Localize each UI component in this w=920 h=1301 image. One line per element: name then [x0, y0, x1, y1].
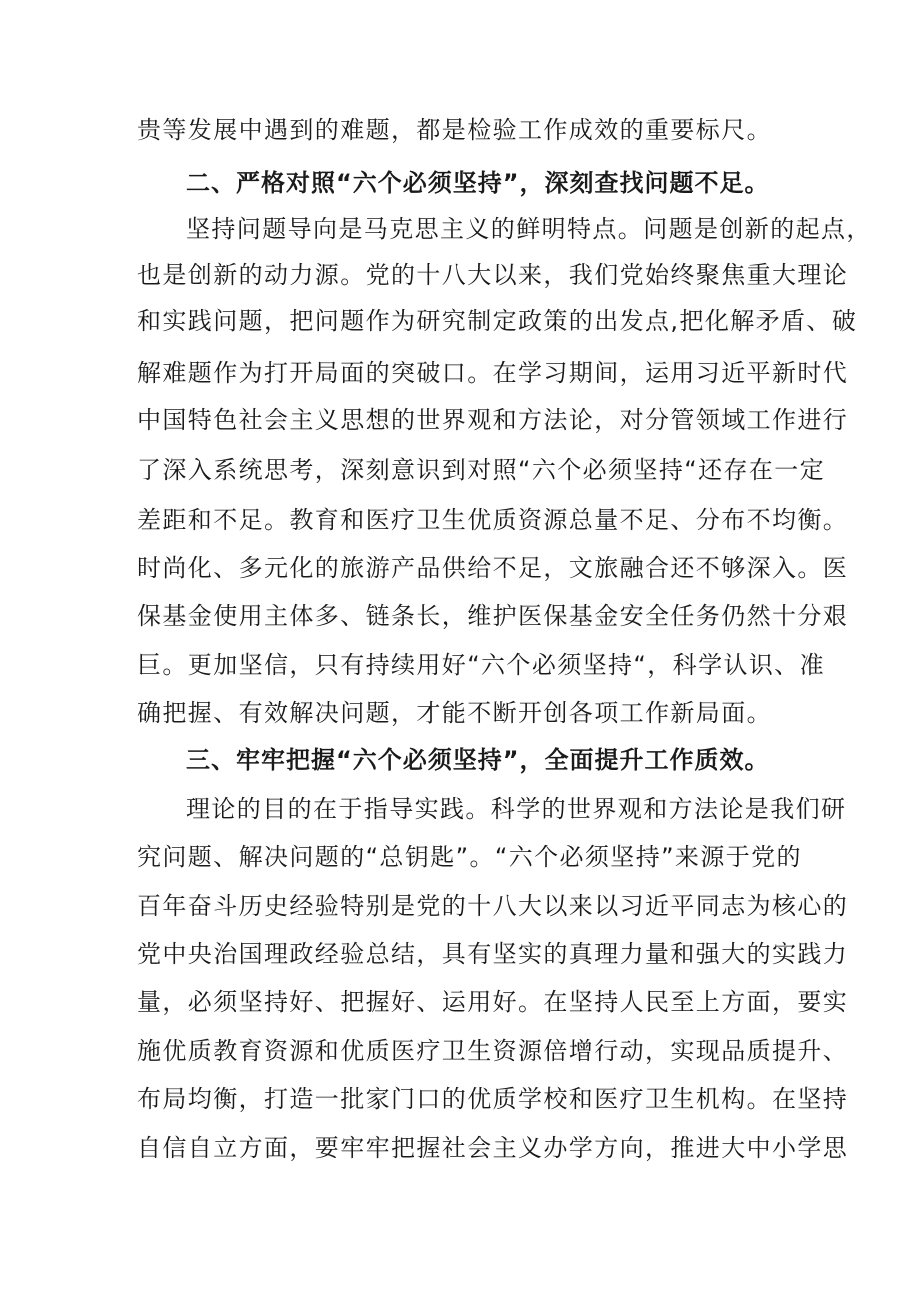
body-line: 中国特色社会主义思想的世界观和方法论，对分管领域工作进行: [137, 406, 849, 434]
body-line: 确把握、有效解决问题，才能不断开创各项工作新局面。: [137, 699, 772, 727]
body-line: 巨。更加坚信，只有持续用好“六个必须坚持“，科学认识、准: [137, 651, 826, 679]
body-line: 贵等发展中遇到的难题，都是检验工作成效的重要标尺。: [137, 116, 772, 144]
body-line: 布局均衡，打造一批家门口的优质学校和医疗卫生机构。在坚持: [137, 1085, 849, 1113]
body-line: 保基金使用主体多、链条长，维护医保基金安全任务仍然十分艰: [137, 602, 849, 630]
section-heading: 二、严格对照“六个必须坚持”，深刻查找问题不足。: [186, 169, 770, 197]
body-line: 量，必须坚持好、把握好、运用好。在坚持人民至上方面，要实: [137, 988, 849, 1016]
body-line: 自信自立方面，要牢牢把握社会主义办学方向，推进大中小学思: [137, 1134, 849, 1162]
body-line: 百年奋斗历史经验特别是党的十八大以来以习近平同志为核心的: [137, 892, 849, 920]
body-line: 了深入系统思考，深刻意识到对照“六个必须坚持“还存在一定: [137, 456, 826, 484]
paragraph-first-line: 理论的目的在于指导实践。科学的世界观和方法论是我们研: [186, 795, 847, 823]
body-line: 差距和不足。教育和医疗卫生优质资源总量不足、分布不均衡。: [137, 506, 849, 534]
body-line: 究问题、解决问题的“总钥匙”。“六个必须坚持”来源于党的: [137, 843, 802, 871]
body-line: 党中央治国理政经验总结，具有坚实的真理力量和强大的实践力: [137, 940, 849, 968]
body-line: 和实践问题，把问题作为研究制定政策的出发点,把化解矛盾、破: [137, 307, 858, 335]
paragraph-first-line: 坚持问题导向是马克思主义的鲜明特点。问题是创新的起点，: [186, 215, 872, 243]
body-line: 解难题作为打开局面的突破口。在学习期间，运用习近平新时代: [137, 359, 849, 387]
body-line: 也是创新的动力源。党的十八大以来，我们党始终聚焦重大理论: [137, 261, 849, 289]
section-heading: 三、牢牢把握“六个必须坚持”，全面提升工作质效。: [186, 746, 770, 774]
body-line: 时尚化、多元化的旅游产品供给不足，文旅融合还不够深入。医: [137, 554, 849, 582]
body-line: 施优质教育资源和优质医疗卫生资源倍增行动，实现品质提升、: [137, 1037, 849, 1065]
